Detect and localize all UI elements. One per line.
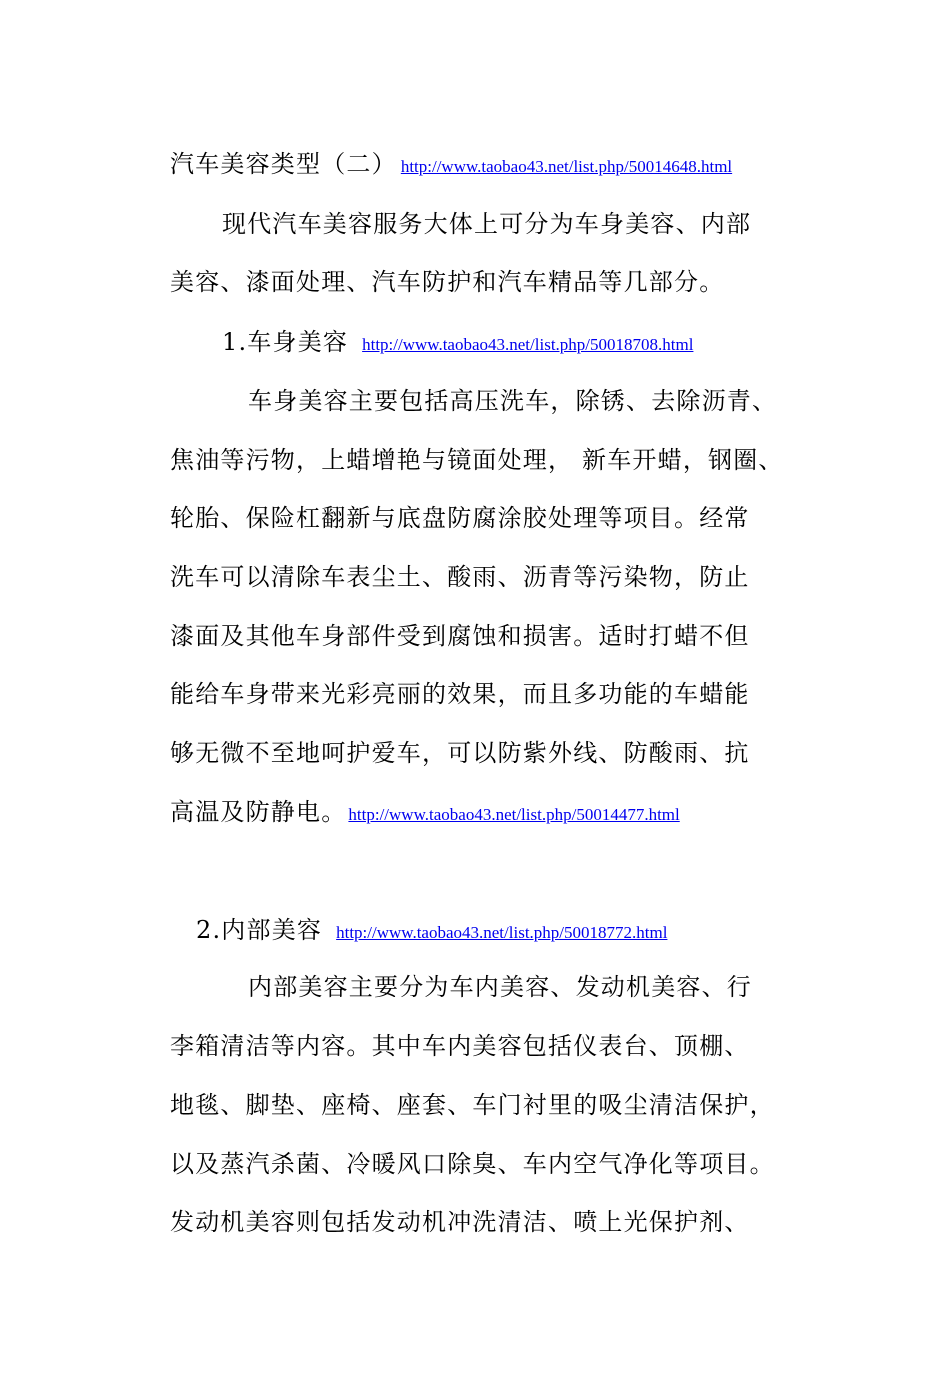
section2-link[interactable]: http://www.taobao43.net/list.php/50018772.html	[336, 923, 668, 942]
intro-line-1: 现代汽车美容服务大体上可分为车身美容、内部	[222, 210, 752, 238]
section1-line-6: 能给车身带来光彩亮丽的效果，而且多功能的车蜡能	[170, 680, 750, 708]
section1-line-5: 漆面及其他车身部件受到腐蚀和损害。适时打蜡不但	[170, 622, 750, 650]
section1-heading-line	[222, 326, 693, 361]
section1-end-link[interactable]: http://www.taobao43.net/list.php/50014477.html	[348, 805, 680, 824]
section1-line-3: 轮胎、保险杠翻新与底盘防腐涂胶处理等项目。经常	[170, 504, 750, 532]
section2-heading: 2.内部美容	[196, 916, 323, 944]
section1-link[interactable]: http://www.taobao43.net/list.php/50018708.html	[362, 335, 694, 354]
section2-line-2: 李箱清洁等内容。其中车内美容包括仪表台、顶棚、	[170, 1032, 750, 1060]
section2-heading-line	[196, 914, 667, 949]
section1-line-7: 够无微不至地呵护爱车，可以防紫外线、防酸雨、抗	[170, 739, 750, 767]
section1-line-2: 焦油等污物，上蜡增艳与镜面处理， 新车开蜡，钢圈、	[170, 446, 784, 474]
section2-line-5: 发动机美容则包括发动机冲洗清洁、喷上光保护剂、	[170, 1208, 750, 1236]
section1-heading: 1.车身美容	[222, 328, 349, 356]
section2-line-1: 内部美容主要分为车内美容、发动机美容、行	[248, 973, 752, 1001]
section2-line-4: 以及蒸汽杀菌、冷暖风口除臭、车内空气净化等项目。	[170, 1150, 775, 1178]
section1-last-text: 高温及防静电。	[170, 798, 347, 826]
document-title: 汽车美容类型（二）	[170, 150, 397, 178]
document-title-line	[170, 148, 732, 183]
section1-line-1: 车身美容主要包括高压洗车，除锈、去除沥青、	[248, 387, 778, 415]
section1-line-8	[170, 796, 680, 831]
intro-line-2: 美容、漆面处理、汽车防护和汽车精品等几部分。	[170, 268, 725, 296]
section2-line-3: 地毯、脚垫、座椅、座套、车门衬里的吸尘清洁保护，	[170, 1091, 775, 1119]
title-link[interactable]: http://www.taobao43.net/list.php/50014648.html	[400, 157, 733, 176]
section1-line-4: 洗车可以清除车表尘土、酸雨、沥青等污染物，防止	[170, 563, 750, 591]
